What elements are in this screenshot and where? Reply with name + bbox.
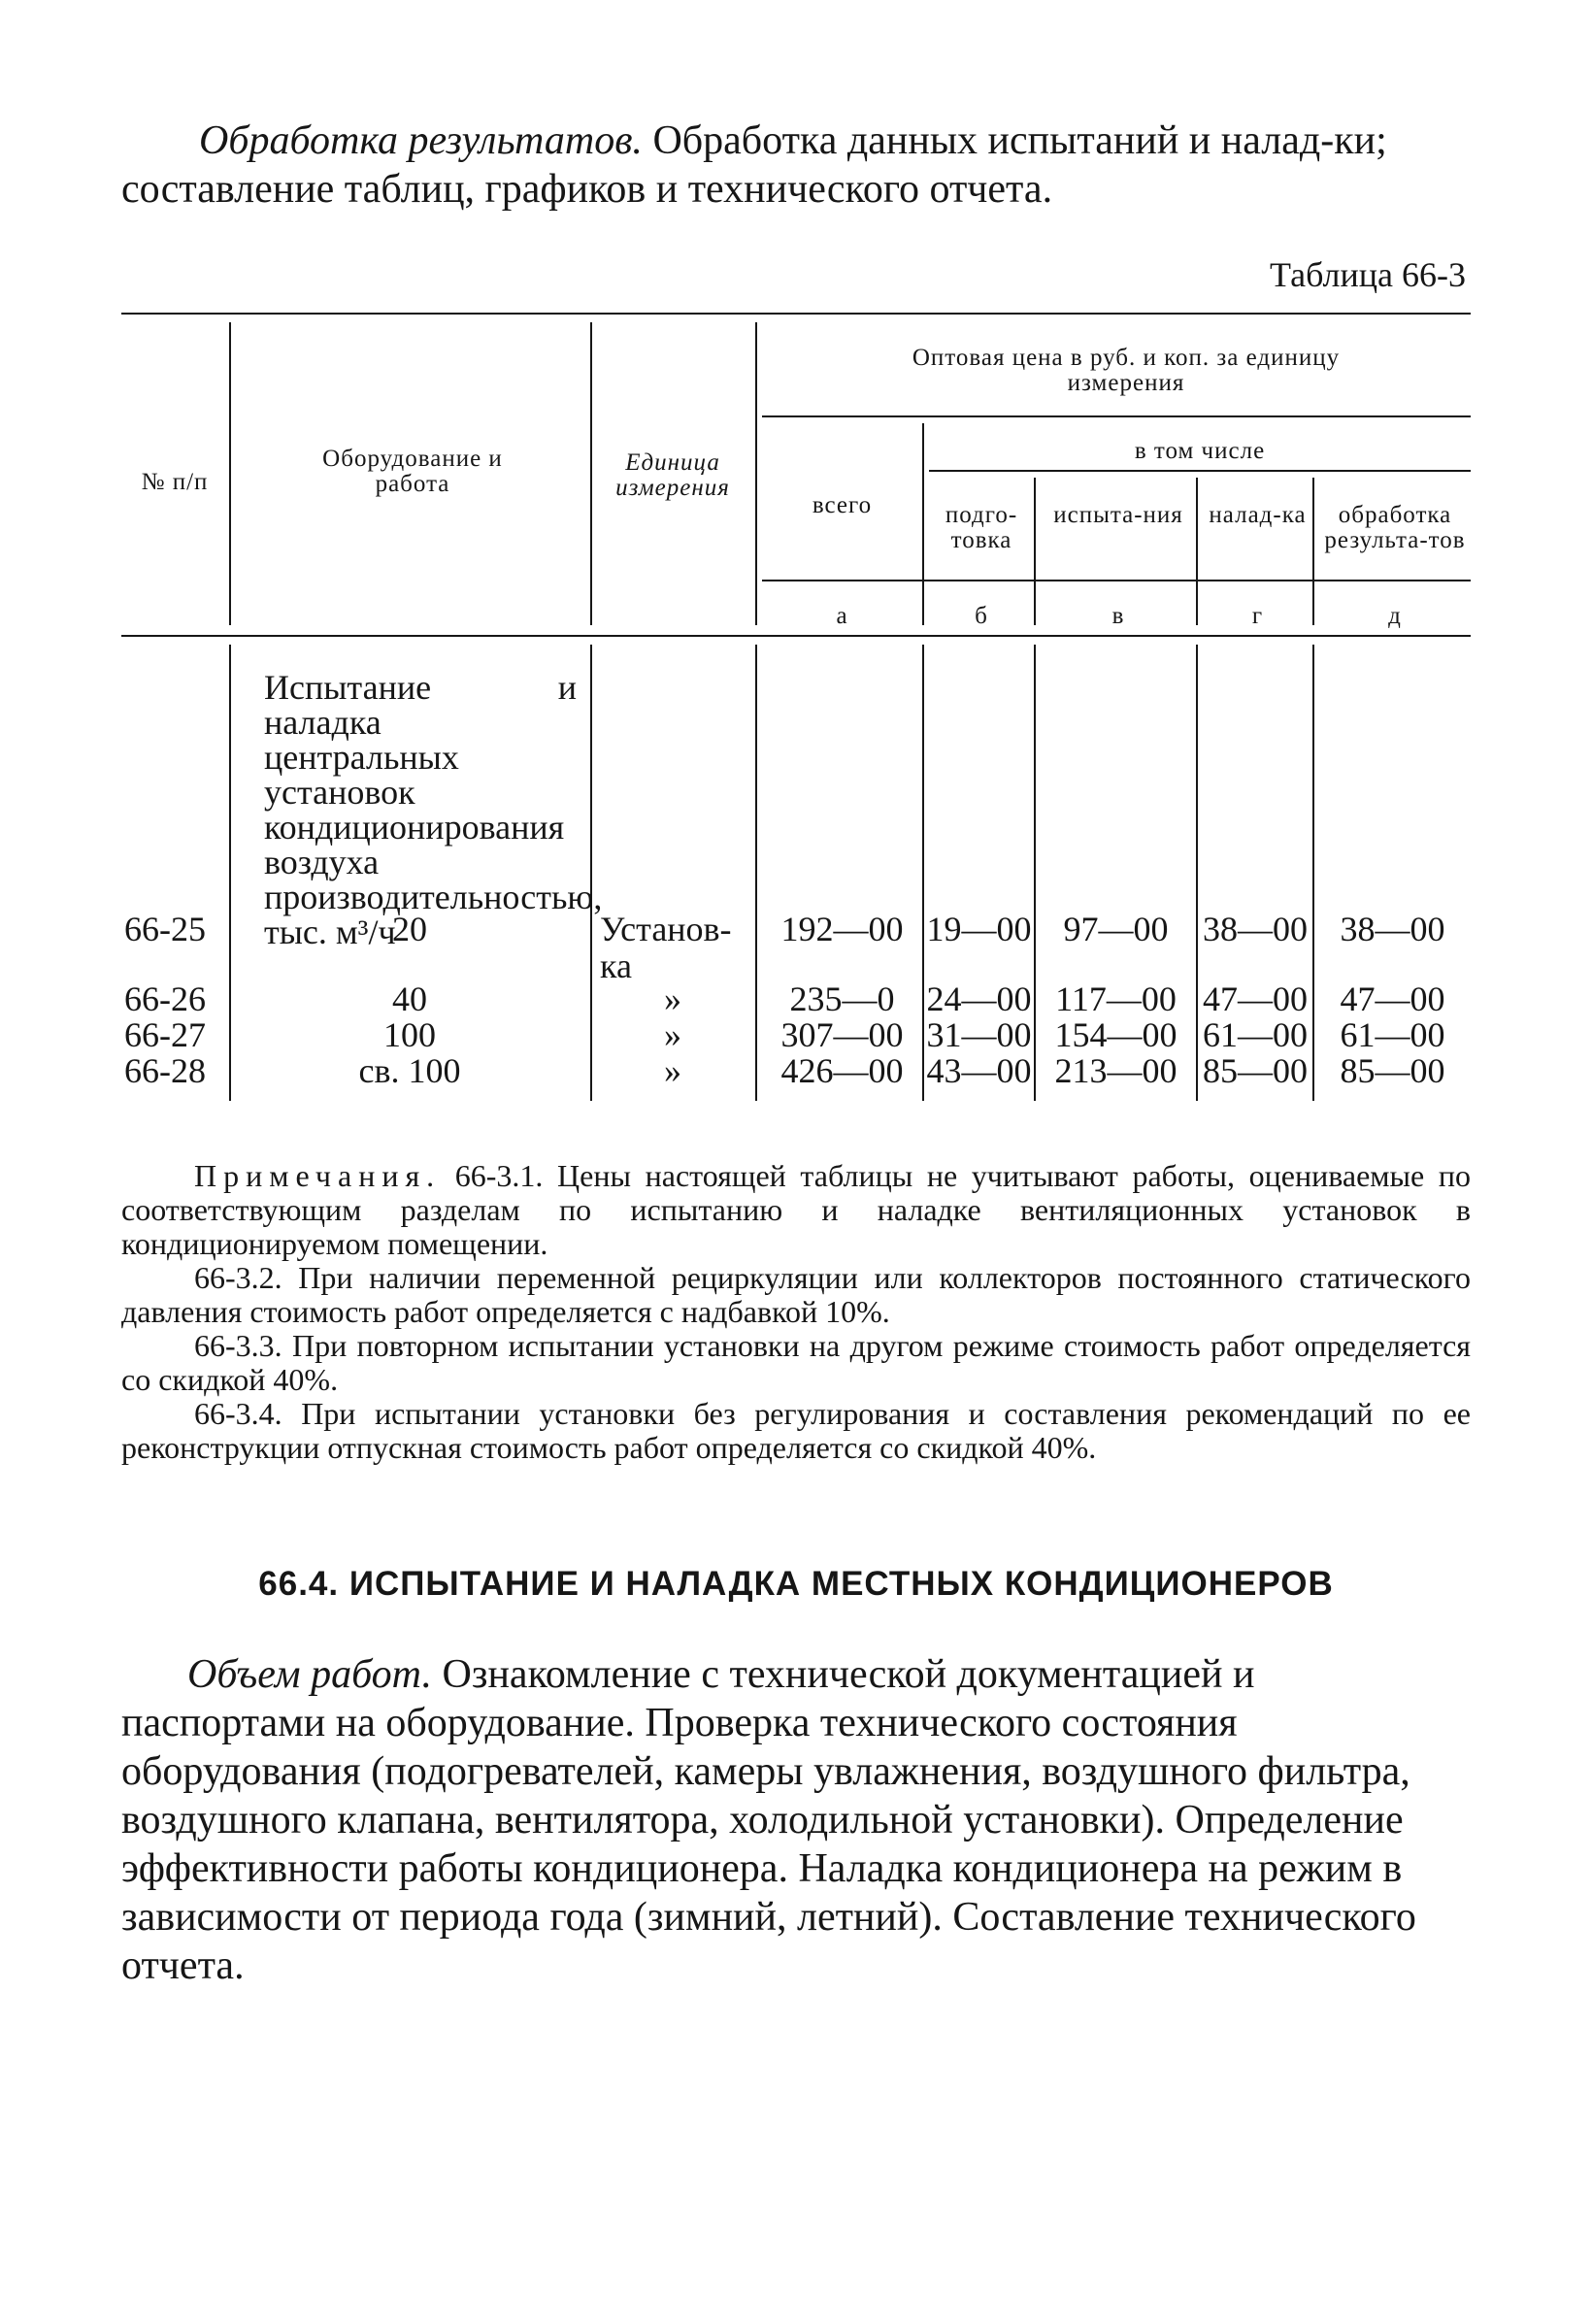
row-total: 426—00 [780, 1051, 904, 1090]
note-2: 66-3.2. При наличии переменной рециркуляции или коллекторов постоянного статического давления стоимость работ определяется с надбавкой 10%. [121, 1260, 1471, 1329]
col-divider [1196, 478, 1198, 625]
row-testing: 154—00 [1054, 1015, 1177, 1054]
row-adjustment: 61—00 [1203, 1015, 1308, 1054]
equipment-description: Испытание и наладка центральных установок кондиционирования воздуха производительностью, тыс. м³/ч [264, 668, 603, 951]
col-divider [755, 645, 757, 1101]
col-divider [1034, 478, 1036, 625]
letter-v: в [1111, 603, 1125, 629]
row-processing: 85—00 [1340, 1051, 1445, 1090]
letter-b: б [975, 603, 988, 629]
results-processing-lead: Обработка результатов. [199, 118, 643, 163]
header-preparation: подго-товка [945, 502, 1018, 553]
scope-of-work-lead: Объем работ. [187, 1652, 433, 1697]
col-divider [922, 423, 924, 625]
row-preparation: 43—00 [926, 1051, 1032, 1090]
note-1-text: 66-3.1. Цены настоящей таблицы не учитывают работы, оцениваемые по соответствующим разделам по испытанию и наладке вентиляционных установок в кондиционируемом помещении. [121, 1158, 1471, 1261]
table-notes [121, 1159, 1471, 1465]
header-number: № п/п [141, 469, 209, 495]
row-total: 235—0 [789, 979, 895, 1018]
row-number: 66-25 [124, 910, 206, 948]
row-total: 192—00 [780, 910, 904, 948]
row-adjustment: 38—00 [1203, 910, 1308, 948]
row-adjustment: 47—00 [1203, 979, 1308, 1018]
header-unit: Единица измерения [615, 449, 730, 501]
section-heading: 66.4. ИСПЫТАНИЕ И НАЛАДКА МЕСТНЫХ КОНДИЦИОНЕРОВ [258, 1565, 1334, 1603]
row-number: 66-26 [124, 979, 206, 1018]
row-unit: » [664, 979, 681, 1018]
letter-d: д [1388, 603, 1402, 629]
row-adjustment: 85—00 [1203, 1051, 1308, 1090]
row-preparation: 31—00 [926, 1015, 1032, 1054]
results-processing-text: Обработка данных испытаний и налад-ки; составление таблиц, графиков и технического отчета. [121, 118, 1387, 212]
header-equipment: Оборудование и работа [322, 446, 503, 497]
row-unit: » [664, 1051, 681, 1090]
row-capacity: 100 [383, 1015, 436, 1054]
row-number: 66-27 [124, 1015, 206, 1054]
row-preparation: 24—00 [926, 979, 1032, 1018]
header-price: Оптовая цена в руб. и коп. за единицу измерения [912, 345, 1341, 396]
note-1 [121, 1159, 1471, 1261]
results-processing-paragraph [121, 116, 1456, 214]
note-4: 66-3.4. При испытании установки без регулирования и составления рекомендаций по ее реконструкции отпускная стоимость работ определяется со скидкой 40%. [121, 1396, 1471, 1465]
row-unit: Установ-ка [600, 910, 732, 985]
header-total: всего [812, 492, 873, 518]
header-testing: испыта-ния [1053, 502, 1183, 528]
row-unit: » [664, 1015, 681, 1054]
row-testing: 213—00 [1054, 1051, 1177, 1090]
row-processing: 38—00 [1340, 910, 1445, 948]
header-adjustment: налад-ка [1209, 502, 1307, 528]
row-processing: 61—00 [1340, 1015, 1445, 1054]
header-processing: обработка результа-тов [1324, 502, 1466, 553]
letter-g: г [1251, 603, 1264, 629]
row-processing: 47—00 [1340, 979, 1445, 1018]
col-divider [755, 322, 757, 625]
including-header-rule [929, 470, 1471, 472]
col-divider [1312, 478, 1314, 625]
col-divider [229, 322, 231, 625]
scope-of-work-text: Ознакомление с технической документацией и паспортами на оборудование. Проверка технического состояния оборудования (подогревателей, камеры увлажнения, воздушного фильтра, воздушного клапана, вентилятора, холодильной установки). Определение эффективности работы кондиционера. Наладка кондиционера на режим в зависимости от периода года (зимний, летний). Составление технического отчета. [121, 1652, 1416, 1988]
row-capacity: 40 [392, 979, 427, 1018]
letters-rule [762, 580, 1471, 581]
row-testing: 97—00 [1063, 910, 1169, 948]
table-caption: Таблица 66-3 [1270, 255, 1466, 294]
note-3: 66-3.3. При повторном испытании установки на другом режиме стоимость работ определяется со скидкой 40%. [121, 1328, 1471, 1397]
row-testing: 117—00 [1055, 979, 1177, 1018]
table-top-rule [121, 313, 1471, 315]
row-number: 66-28 [124, 1051, 206, 1090]
letter-a: а [836, 603, 848, 629]
scope-of-work-paragraph [121, 1650, 1456, 1990]
row-capacity: св. 100 [358, 1051, 461, 1090]
row-preparation: 19—00 [926, 910, 1032, 948]
table-header-rule [121, 635, 1471, 637]
header-including: в том числе [1134, 438, 1266, 464]
row-capacity: 20 [392, 910, 427, 948]
price-header-rule [762, 415, 1471, 417]
notes-label: Примечания. [194, 1158, 442, 1193]
row-total: 307—00 [780, 1015, 904, 1054]
